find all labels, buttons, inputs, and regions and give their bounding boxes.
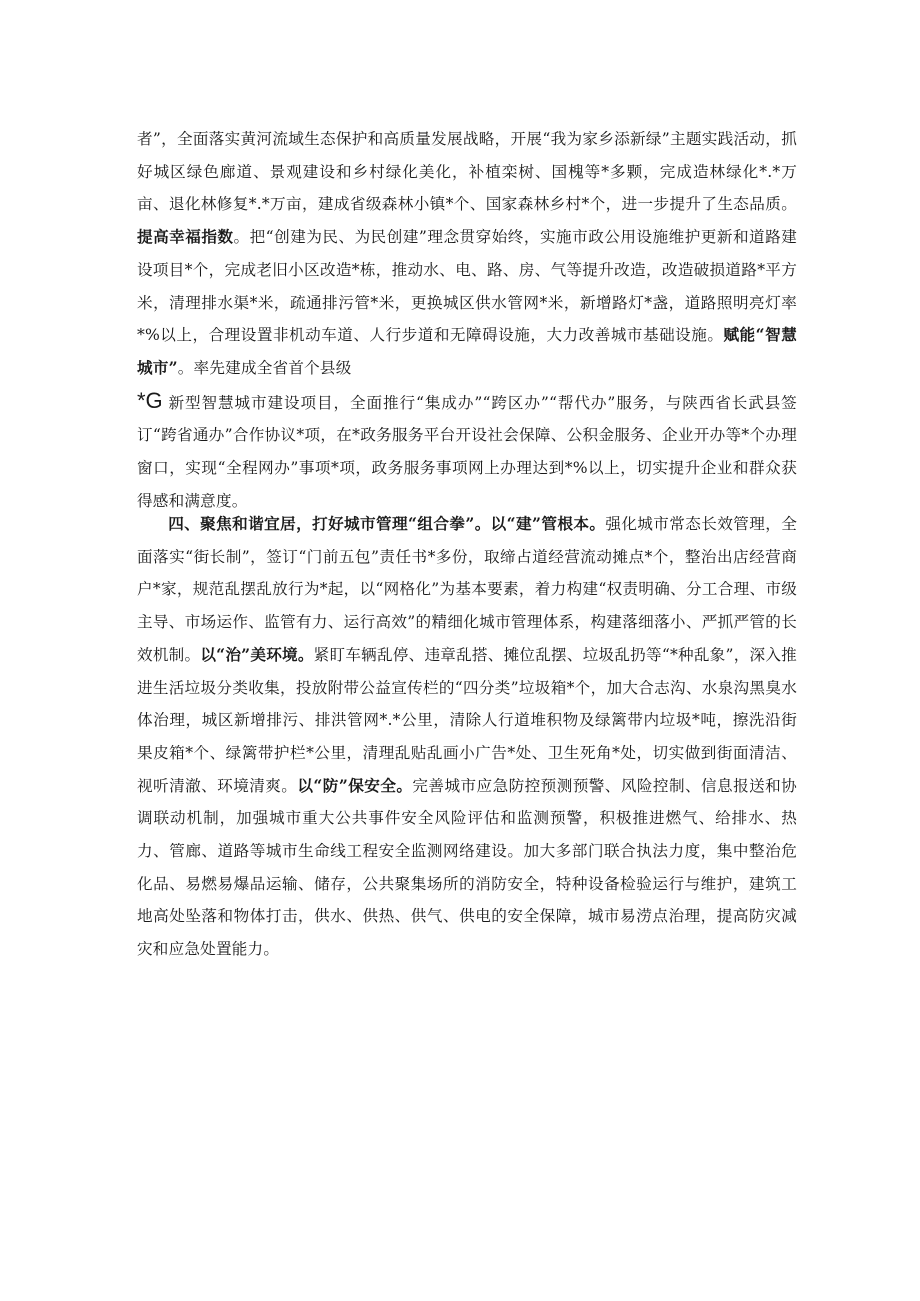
- paragraph-text: 。把“创建为民、为民创建”理念贯穿始终，实施市政公用设施维护更新和道路建设项目*个，完成老旧小区改造*栋，推动水、电、路、房、气等提升改造，改造破损道路*平方米，清理排水渠*米，疏通排污管*米，更换城区供水管网*米，新增路灯*盏，道路照明亮灯率*%以上，合理设置非机动车道、人行步道和无障碍设施，大力改善城市基础设施。: [137, 228, 797, 345]
- paragraph-text: 新型智慧城市建设项目，全面推行“集成办”“跨区办”“帮代办”服务，与陕西省长武县签订“跨省通办”合作协议*项，在*政务服务平台开设社会保障、公积金服务、企业开办等*个办理窗口，实现“全程网办”事项*项，政务服务事项网上办理达到*%以上，切实提升企业和群众获得感和满意度。: [137, 393, 797, 510]
- paragraph-ecology-happiness-smart-city: [137, 123, 797, 517]
- paragraph-text: 强化城市常态长效管理，全面落实“街长制”，签订“门前五包”责任书*多份，取缔占道经营流动摊点*个，整治出店经营商户*家，规范乱摆乱放行为*起，以“网格化”为基本要素，着力构建“权责明确、分工合理、市级主导、市场运作、监管有力、运行高效”的精细化城市管理体系，构建落细落小、严抓严管的长效机制。: [137, 515, 797, 664]
- paragraph-text: 紧盯车辆乱停、违章乱搭、摊位乱摆、垃圾乱扔等“*种乱象”，深入推进生活垃圾分类收集，投放附带公益宣传栏的“四分类”垃圾箱*个，加大合志沟、水泉沟黑臭水体治理，城区新增排污、排洪管网*.*公里，清除人行道堆积物及绿篱带内垃圾*吨，擦洗沿街果皮箱*个、绿篱带护栏*公里，清理乱贴乱画小广告*处、卫生死角*处，切实做到街面清洁、视听清澈、环境清爽。: [137, 645, 797, 795]
- paragraph-text: 完善城市应急防控预测预警、风险控制、信息报送和协调联动机制，加强城市重大公共事件安全风险评估和监测预警，积极推进燃气、给排水、热力、管廊、道路等城市生命线工程安全监测网络建设。加大多部门联合执法力度，集中整治危化品、易燃易爆品运输、储存，公共聚集场所的消防安全，特种设备检验运行与维护，建筑工地高处坠落和物体打击，供水、供热、供气、供电的安全保障，城市易涝点治理，提高防灾减灾和应急处置能力。: [137, 776, 797, 959]
- heading-smart-city: 赋能“智慧城市”: [137, 325, 797, 377]
- paragraph-urban-management: [137, 508, 797, 966]
- network-generation-label: *G: [137, 387, 163, 413]
- heading-prevent-safety: 以“防”保安全。: [297, 775, 413, 795]
- heading-improve-happiness: 提高幸福指数: [137, 227, 234, 247]
- paragraph-text: 。率先建成全省首个县级: [177, 358, 352, 377]
- heading-govern-environment: 以“治”美环境。: [200, 644, 314, 664]
- section-heading-four: 四、聚焦和谐宜居，打好城市管理“组合拳”。以“建”管根本。: [168, 514, 606, 533]
- paragraph-text: 者”，全面落实黄河流域生态保护和高质量发展战略，开展“我为家乡添新绿”主题实践活动，抓好城区绿色廊道、景观建设和乡村绿化美化，补植栾树、国槐等*多颗，完成造林绿化*.*万亩、退化林修复*.*万亩，建成省级森林小镇*个、国家森林乡村*个，进一步提升了生态品质。: [137, 130, 797, 214]
